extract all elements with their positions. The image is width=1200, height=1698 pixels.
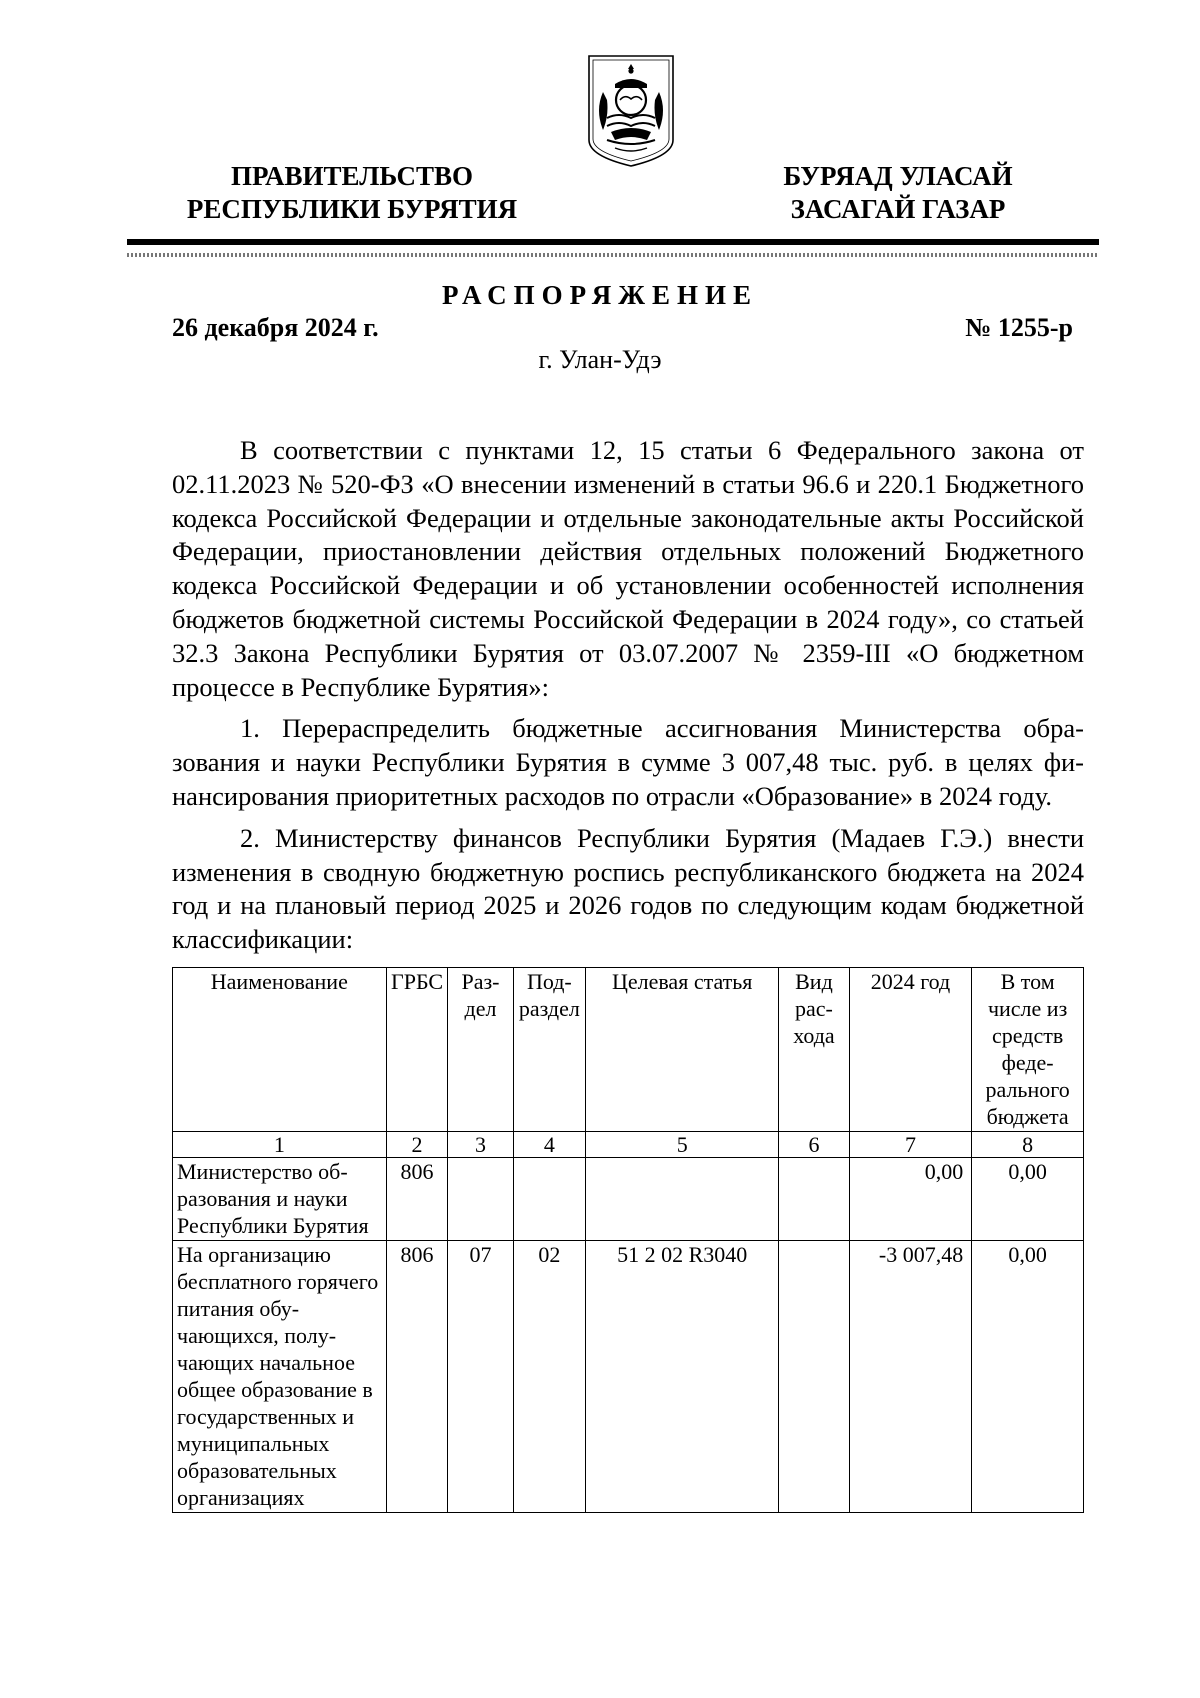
th-grbs: ГРБС <box>386 968 448 1132</box>
org-ru-line-1: ПРАВИТЕЛЬСТВО <box>230 161 474 191</box>
row-name: На организацию бесплатного горячего питания обучающихся, получающих начальное общее образование в государственных и муниципальных образовательных организациях <box>173 1241 387 1513</box>
row-federal: 0,00 <box>972 1241 1084 1513</box>
row-podrazdel <box>513 1158 586 1241</box>
item-2-paragraph: 2. Министерству финансов Республики Бурятия (Мадаев Г.Э.) внести изменения в сводную бюджетную роспись республиканского бюджета на 2024 год и на плановый период 2025 и 2026 годов по следующим кодам бюджетной классификации: <box>172 822 1084 955</box>
document-date: 26 декабря 2024 г. <box>172 313 379 342</box>
table-header-row <box>173 968 1084 1132</box>
document-city: г. Улан-Удэ <box>538 345 662 374</box>
col-number: 6 <box>779 1132 849 1158</box>
row-target <box>586 1158 779 1241</box>
document-title: РАСПОРЯЖЕНИЕ <box>441 280 759 310</box>
row-name: Министерство образования и науки Республики Бурятия <box>173 1158 387 1241</box>
row-target: 51 2 02 R3040 <box>586 1241 779 1513</box>
th-podrazdel: Подраздел <box>513 968 586 1132</box>
header-divider-hatched <box>127 253 1099 257</box>
col-number: 5 <box>586 1132 779 1158</box>
org-bur-line-1: БУРЯАД УЛАСАЙ <box>783 161 1013 191</box>
government-name-buryat <box>758 160 1038 226</box>
th-vid: Вид расхода <box>779 968 849 1132</box>
preamble-paragraph: В соответствии с пунктами 12, 15 статьи 6 Федерального закона от 02.11.2023 № 520-ФЗ «О внесении изменений в статьи 96.6 и 220.1 Бюджетного кодекса Российской Федерации и отдельные законодательные акты Российской Федерации, приостановлении действия отдельных положений Бюджетного кодекса Российской Федерации и об установлении особенностей исполнения бюджетов бюджетной системы Российской Федерации в 2024 году», со статьей 32.3 Закона Республики Бурятия от 03.07.2007 № 2359-III «О бюджетном процессе в Республике Бурятия»: <box>172 435 1084 702</box>
row-2024: -3 007,48 <box>849 1241 972 1513</box>
header-divider <box>127 239 1099 245</box>
column-number-row <box>173 1132 1084 1158</box>
col-number: 1 <box>173 1132 387 1158</box>
th-name: Наименование <box>173 968 387 1132</box>
table-row <box>173 1158 1084 1241</box>
table-row <box>173 1241 1084 1513</box>
row-razdel: 07 <box>448 1241 513 1513</box>
th-federal: В том числе из средств федерального бюджета <box>972 968 1084 1132</box>
col-number: 8 <box>972 1132 1084 1158</box>
row-federal: 0,00 <box>972 1158 1084 1241</box>
row-grbs: 806 <box>386 1158 448 1241</box>
document-number: № 1255-р <box>965 313 1073 342</box>
budget-classification-table <box>172 967 1084 1513</box>
th-2024: 2024 год <box>849 968 972 1132</box>
col-number: 3 <box>448 1132 513 1158</box>
item-1-paragraph: 1. Перераспределить бюджетные ассигнования Министерства образования и науки Республики Бурятия в сумме 3 007,48 тыс. руб. в целях финансирования приоритетных расходов по отрасли «Образование» в 2024 году. <box>172 713 1084 811</box>
th-razdel: Раздел <box>448 968 513 1132</box>
document-body <box>172 434 1084 957</box>
row-vid <box>779 1158 849 1241</box>
col-number: 2 <box>386 1132 448 1158</box>
row-vid <box>779 1241 849 1513</box>
row-podrazdel: 02 <box>513 1241 586 1513</box>
row-grbs: 806 <box>386 1241 448 1513</box>
col-number: 4 <box>513 1132 586 1158</box>
coat-of-arms-emblem <box>585 52 677 170</box>
col-number: 7 <box>849 1132 972 1158</box>
org-ru-line-2: РЕСПУБЛИКИ БУРЯТИЯ <box>186 194 518 224</box>
org-bur-line-2: ЗАСАГАЙ ГАЗАР <box>790 194 1006 224</box>
row-razdel <box>448 1158 513 1241</box>
th-target: Целевая статья <box>586 968 779 1132</box>
row-2024: 0,00 <box>849 1158 972 1241</box>
government-name-russian <box>172 160 532 226</box>
